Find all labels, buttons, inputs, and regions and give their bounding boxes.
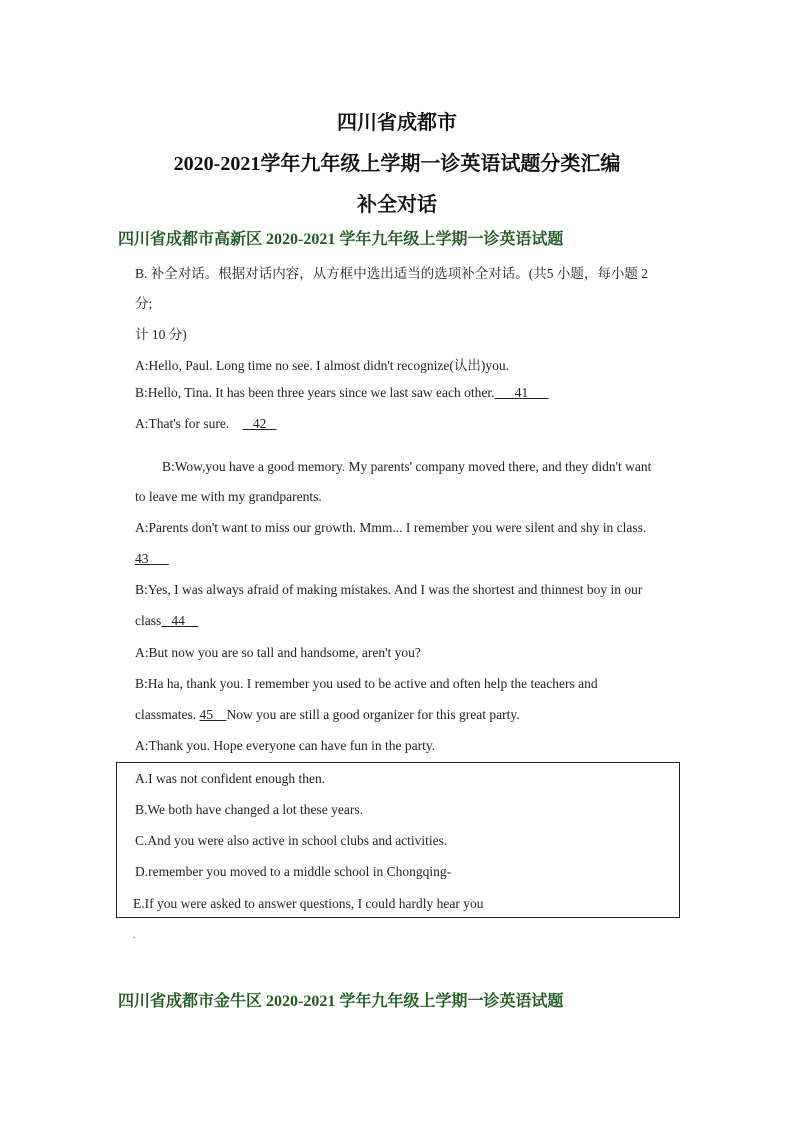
dialogue-text: A:That's for sure. <box>135 416 243 431</box>
dialogue-line <box>135 416 277 432</box>
dialogue-text: classmates. <box>135 707 200 722</box>
dialogue-text: Now you are still a good organizer for this great party. <box>226 707 520 722</box>
dialogue-line: B:Yes, I was always afraid of making mistakes. And I was the shortest and thinnest boy in our <box>135 582 643 597</box>
title-topic: 补全对话 <box>357 194 437 216</box>
option-a: A.I was not confident enough then. <box>135 771 326 786</box>
section-heading-jinniu: 四川省成都市金牛区 2020-2021 学年九年级上学期一诊英语试题 <box>118 993 564 1010</box>
dialogue-text: class <box>135 613 162 628</box>
dialogue-line: to leave me with my grandparents. <box>135 489 322 504</box>
instruction-line: 计 10 分) <box>135 327 187 342</box>
instruction-line: B. 补全对话。根据对话内容，从方框中选出适当的选项补全对话。(共5 小题，每小题 2 <box>135 266 648 281</box>
blank-41: 41 <box>494 385 549 400</box>
blank-43: 43 <box>135 551 169 566</box>
dialogue-line <box>135 613 198 629</box>
title-collection: 2020-2021学年九年级上学期一诊英语试题分类汇编 <box>173 153 621 175</box>
options-box <box>116 762 680 918</box>
option-d: D.remember you moved to a middle school in Chongqing- <box>135 864 452 879</box>
section-heading-gaoxin: 四川省成都市高新区 2020-2021 学年九年级上学期一诊英语试题 <box>118 231 564 248</box>
blank-42: 42 <box>242 416 277 431</box>
blank-44: 44 <box>161 613 199 628</box>
dialogue-line <box>135 707 520 723</box>
dialogue-line <box>135 385 549 401</box>
dialogue-line: B:Wow,you have a good memory. My parents' company moved there, and they didn't want <box>162 459 652 474</box>
blank-45: 45 <box>199 707 227 722</box>
option-b: B.We both have changed a lot these years. <box>135 802 363 817</box>
dialogue-line: A:But now you are so tall and handsome, aren't you? <box>135 645 421 660</box>
dialogue-line: A:Hello, Paul. Long time no see. I almost didn't recognize(认出)you. <box>135 358 509 373</box>
trailing-mark: . <box>133 930 136 941</box>
title-region: 四川省成都市 <box>337 112 457 134</box>
dialogue-line: A:Parents don't want to miss our growth. Mmm... I remember you were silent and shy in class. <box>135 520 647 535</box>
option-c: C.And you were also active in school clubs and activities. <box>135 833 448 848</box>
dialogue-text: B:Hello, Tina. It has been three years since we last saw each other. <box>135 385 495 400</box>
dialogue-line: A:Thank you. Hope everyone can have fun in the party. <box>135 738 436 753</box>
instruction-line: 分; <box>135 296 153 311</box>
dialogue-line: B:Ha ha, thank you. I remember you used to be active and often help the teachers and <box>135 676 598 691</box>
option-e: E.If you were asked to answer questions, I could hardly hear you <box>133 896 484 911</box>
